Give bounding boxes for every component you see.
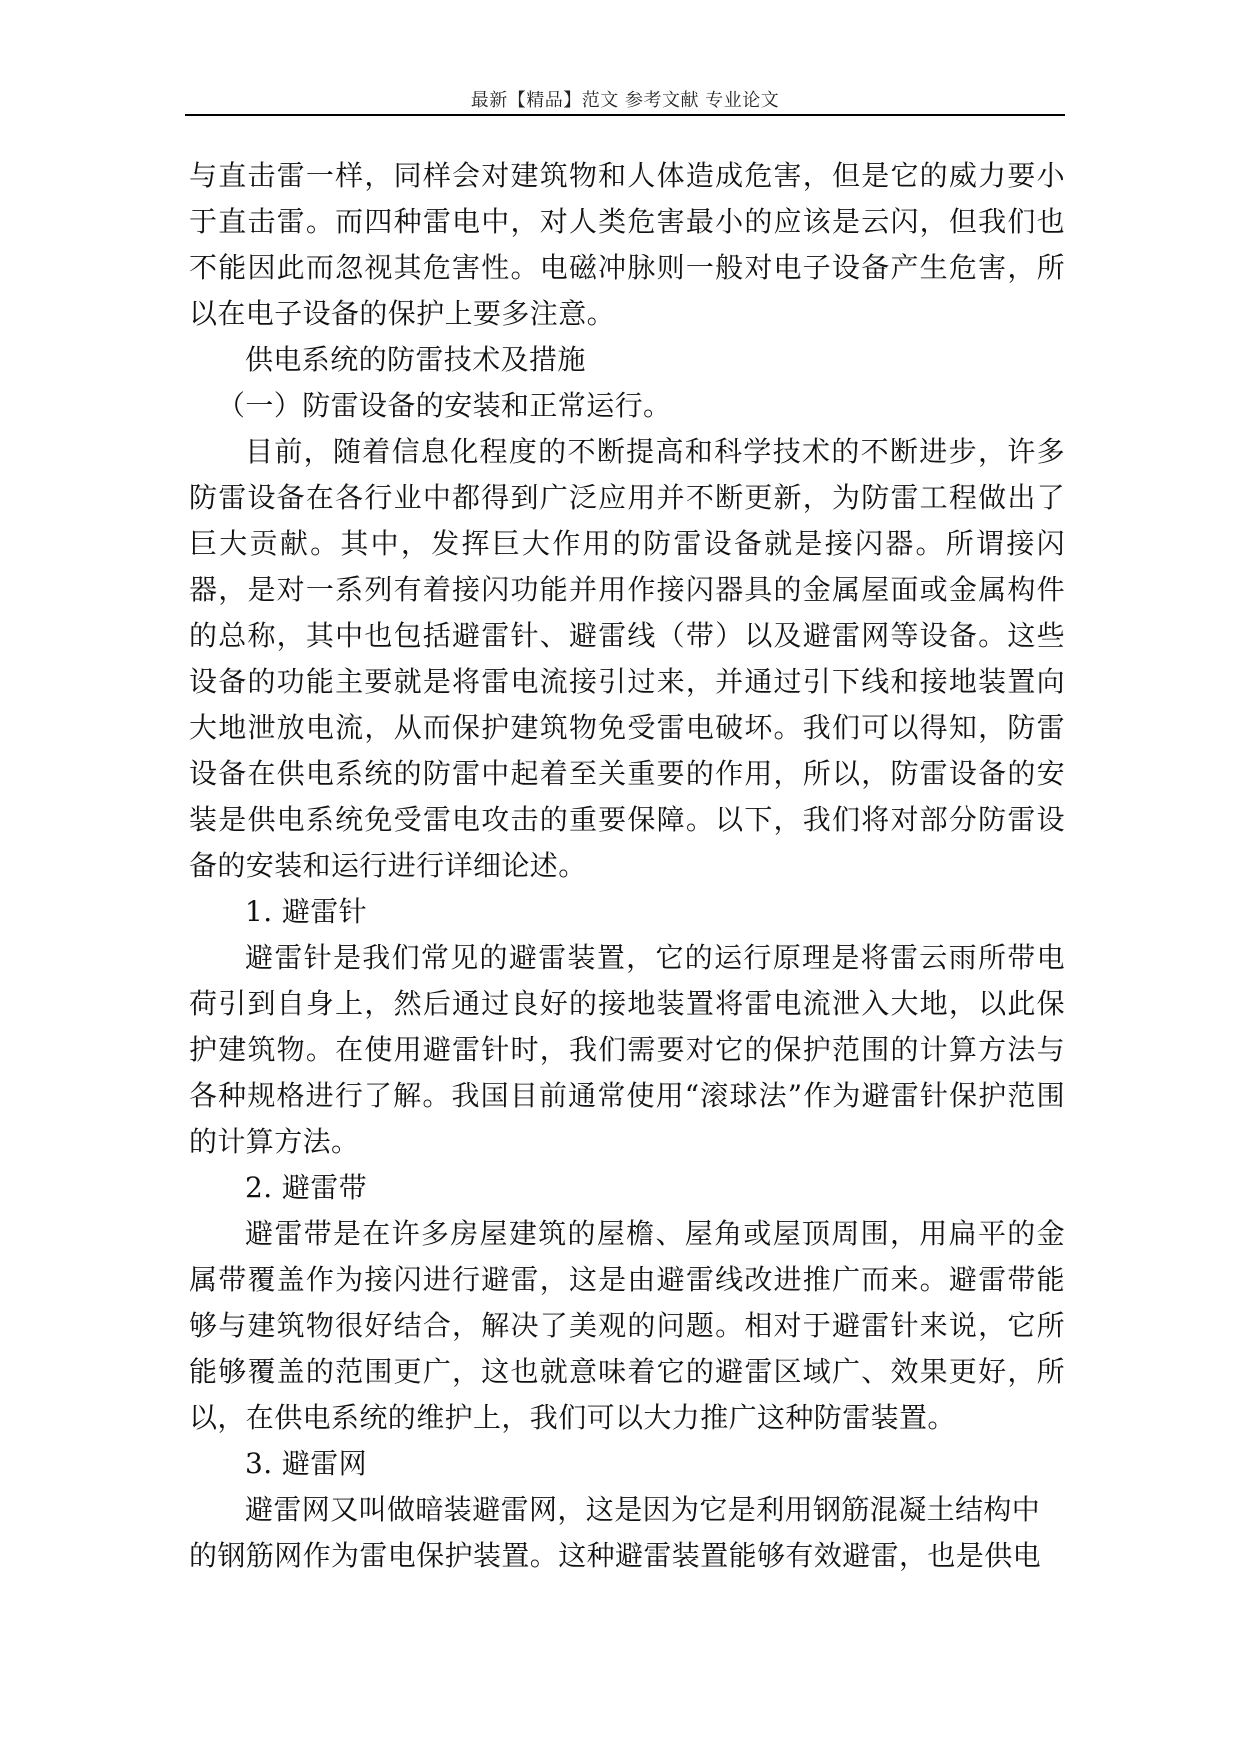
section-heading: 供电系统的防雷技术及措施 (245, 343, 586, 376)
page-header: 最新【精品】范文 参考文献 专业论文 (470, 90, 780, 111)
paragraph-lightning-strip: 避雷带是在许多房屋建筑的屋檐、屋角或屋顶周围，用扁平的金属带覆盖作为接闪进行避雷，这是由避雷线改进推广而来。避雷带能够与建筑物很好结合，解决了美观的问题。相对于避雷针来说，它所能够覆盖的范围更广，这也就意味着它的避雷区域广、效果更好，所以，在供电系统的维护上，我们可以大力推广这种防雷装置。 (189, 1217, 1065, 1434)
paragraph-devices: 目前，随着信息化程度的不断提高和科学技术的不断进步，许多防雷设备在各行业中都得到广泛应用并不断更新，为防雷工程做出了巨大贡献。其中，发挥巨大作用的防雷设备就是接闪器。所谓接闪器，是对一系列有着接闪功能并用作接闪器具的金属屋面或金属构件的总称，其中也包括避雷针、避雷线（带）以及避雷网等设备。这些设备的功能主要就是将雷电流接引过来，并通过引下线和接地装置向大地泄放电流，从而保护建筑物免受雷电破坏。我们可以得知，防雷设备在供电系统的防雷中起着至关重要的作用，所以，防雷设备的安装是供电系统免受雷电攻击的重要保障。以下，我们将对部分防雷设备的安装和运行进行详细论述。 (189, 435, 1065, 882)
subsection-heading: （一）防雷设备的安装和正常运行。 (217, 389, 672, 422)
paragraph-lightning-rod: 避雷针是我们常见的避雷装置，它的运行原理是将雷云雨所带电荷引到自身上，然后通过良好的接地装置将雷电流泄入大地，以此保护建筑物。在使用避雷针时，我们需要对它的保护范围的计算方法与各种规格进行了解。我国目前通常使用“滚球法”作为避雷针保护范围的计算方法。 (189, 941, 1065, 1158)
header-rule (185, 114, 1065, 116)
item-heading-lightning-rod: 1. 避雷针 (245, 895, 368, 928)
paragraph-lightning-net: 避雷网又叫做暗装避雷网，这是因为它是利用钢筋混凝土结构中的钢筋网作为雷电保护装置。这种避雷装置能够有效避雷，也是供电 (189, 1493, 1042, 1572)
item-heading-lightning-net: 3. 避雷网 (245, 1447, 368, 1480)
item-heading-lightning-strip: 2. 避雷带 (245, 1171, 368, 1204)
body-text (189, 153, 1065, 1579)
paragraph-continuation: 与直击雷一样，同样会对建筑物和人体造成危害，但是它的威力要小于直击雷。而四种雷电中，对人类危害最小的应该是云闪，但我们也不能因此而忽视其危害性。电磁冲脉则一般对电子设备产生危害，所以在电子设备的保护上要多注意。 (189, 159, 1065, 330)
